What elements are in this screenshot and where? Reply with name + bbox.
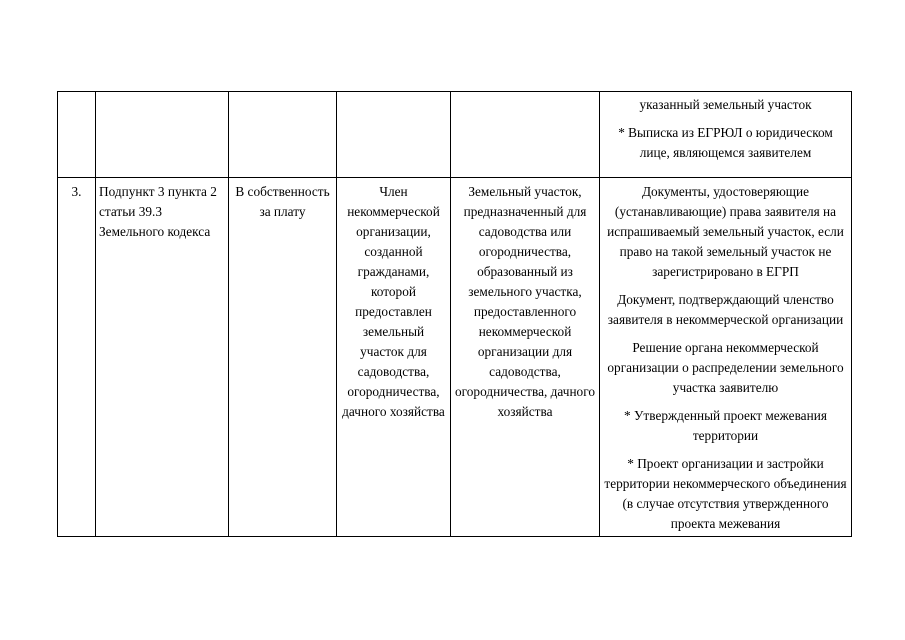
cell-documents — [600, 92, 852, 178]
document-item: указанный земельный участок — [639, 97, 812, 112]
document-item: Документы, удостоверяющие (устанавливающие) права заявителя на испрашиваемый земельный участок, если право на такой земельный участок не зарегистрировано в ЕГРП — [607, 184, 844, 279]
document-item: Решение органа некоммерческой организации о распределении земельного участка заявителю — [607, 340, 844, 395]
table-row — [58, 92, 852, 178]
cell-applicant — [337, 92, 451, 178]
document-item: * Проект организации и застройки территории некоммерческого объединения (в случае отсутствия утвержденного проекта межевания — [604, 456, 847, 531]
cell-grant-type: В собственность за плату — [229, 178, 337, 537]
page-bottom-margin — [0, 590, 905, 640]
cell-applicant: Член некоммерческой организации, созданной гражданами, которой предоставлен земельный участок для садоводства, огородничества, дачного хозяйства — [337, 178, 451, 537]
cell-legal-basis — [96, 92, 229, 178]
cell-number — [58, 92, 96, 178]
document-item: * Выписка из ЕГРЮЛ о юридическом лице, являющемся заявителем — [618, 125, 833, 160]
cell-legal-basis: Подпункт 3 пункта 2 статьи 39.3 Земельного кодекса — [96, 178, 229, 537]
cell-land-plot: Земельный участок, предназначенный для садоводства или огородничества, образованный из земельного участка, предоставленного некоммерческой организации для садоводства, огородничества, дачного хозяйства — [451, 178, 600, 537]
cell-land-plot — [451, 92, 600, 178]
table-row — [58, 178, 852, 537]
document-item: Документ, подтверждающий членство заявителя в некоммерческой организации — [607, 292, 844, 327]
cell-number: 3. — [58, 178, 96, 537]
cell-documents — [600, 178, 852, 537]
cell-grant-type — [229, 92, 337, 178]
documents-table — [57, 91, 852, 537]
document-item: * Утвержденный проект межевания территории — [624, 408, 827, 443]
